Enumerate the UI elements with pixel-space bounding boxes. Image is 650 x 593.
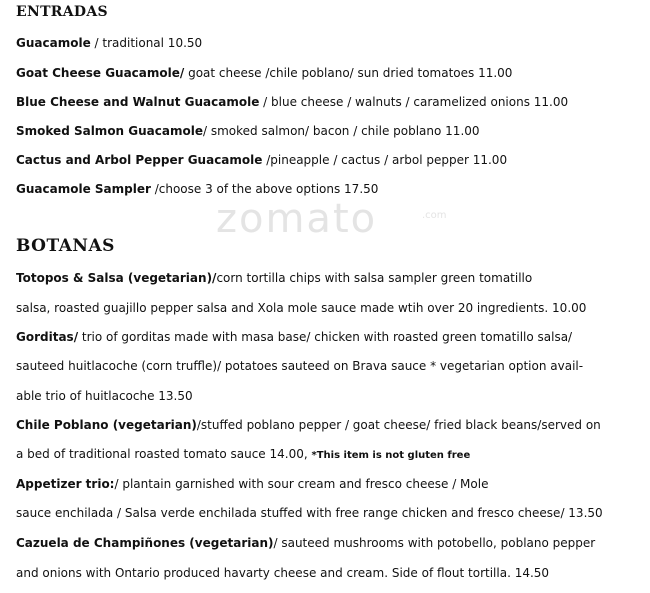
- item-desc: goat cheese /chile poblano/ sun dried tomatoes 11.00: [184, 66, 513, 80]
- menu-line: [16, 271, 646, 285]
- gluten-note: *This item is not gluten free: [311, 450, 471, 461]
- section-heading-entradas: ENTRADAS: [16, 4, 108, 20]
- menu-line: [16, 330, 646, 344]
- menu-line: [16, 359, 646, 373]
- section-heading-botanas: BOTANAS: [16, 236, 115, 256]
- watermark-suffix: .com: [422, 210, 447, 221]
- menu-item: [16, 124, 646, 138]
- item-name: Goat Cheese Guacamole/: [16, 66, 185, 80]
- item-name: Totopos & Salsa (vegetarian)/: [16, 271, 217, 285]
- watermark-logo: zomato: [216, 196, 378, 242]
- menu-line: [16, 389, 646, 403]
- item-desc: sauteed huitlacoche (corn truffle)/ potatoes sauteed on Brava sauce * vegetarian option avail-: [16, 359, 584, 373]
- item-desc: and onions with Ontario produced havarty cheese and cream. Side of flout tortilla. 14.50: [16, 566, 550, 580]
- item-name: Chile Poblano (vegetarian): [16, 418, 197, 432]
- item-desc: /stuffed poblano pepper / goat cheese/ fried black beans/served on: [196, 418, 601, 432]
- item-desc: corn tortilla chips with salsa sampler green tomatillo: [216, 271, 533, 285]
- item-desc: / sauteed mushrooms with potobello, poblano pepper: [273, 536, 596, 550]
- item-desc: / blue cheese / walnuts / caramelized onions 11.00: [259, 95, 569, 109]
- item-desc: / smoked salmon/ bacon / chile poblano 11.00: [202, 124, 480, 138]
- menu-item: [16, 182, 646, 196]
- menu-line: [16, 506, 646, 520]
- menu-item: [16, 153, 646, 167]
- item-name: Guacamole Sampler: [16, 182, 151, 196]
- item-desc: trio of gorditas made with masa base/ chicken with roasted green tomatillo salsa/: [78, 330, 573, 344]
- item-name: Appetizer trio:: [16, 477, 115, 491]
- item-desc: / plantain garnished with sour cream and fresco cheese / Mole: [114, 477, 489, 491]
- menu-item: [16, 36, 646, 50]
- menu-line: [16, 477, 646, 491]
- item-desc: /choose 3 of the above options 17.50: [150, 182, 379, 196]
- menu-line: [16, 566, 646, 580]
- menu-line: [16, 536, 646, 550]
- item-desc: / traditional 10.50: [90, 36, 203, 50]
- item-desc: salsa, roasted guajillo pepper salsa and Xola mole sauce made wtih over 20 ingredients. 10.00: [16, 301, 587, 315]
- item-desc: sauce enchilada / Salsa verde enchilada stuffed with free range chicken and fresco cheese/ 13.50: [16, 506, 603, 520]
- item-desc: a bed of traditional roasted tomato sauce 14.00,: [16, 447, 312, 461]
- menu-line: [16, 301, 646, 315]
- item-name: Cactus and Arbol Pepper Guacamole: [16, 153, 263, 167]
- item-desc: /pineapple / cactus / arbol pepper 11.00: [262, 153, 508, 167]
- item-name: Cazuela de Champiñones (vegetarian): [16, 536, 274, 550]
- menu-line: [16, 447, 646, 463]
- item-name: Gorditas/: [16, 330, 79, 344]
- item-desc: able trio of huitlacoche 13.50: [16, 389, 193, 403]
- item-name: Guacamole: [16, 36, 91, 50]
- menu-item: [16, 66, 646, 80]
- item-name: Smoked Salmon Guacamole: [16, 124, 203, 138]
- item-name: Blue Cheese and Walnut Guacamole: [16, 95, 260, 109]
- menu-line: [16, 418, 646, 432]
- menu-item: [16, 95, 646, 109]
